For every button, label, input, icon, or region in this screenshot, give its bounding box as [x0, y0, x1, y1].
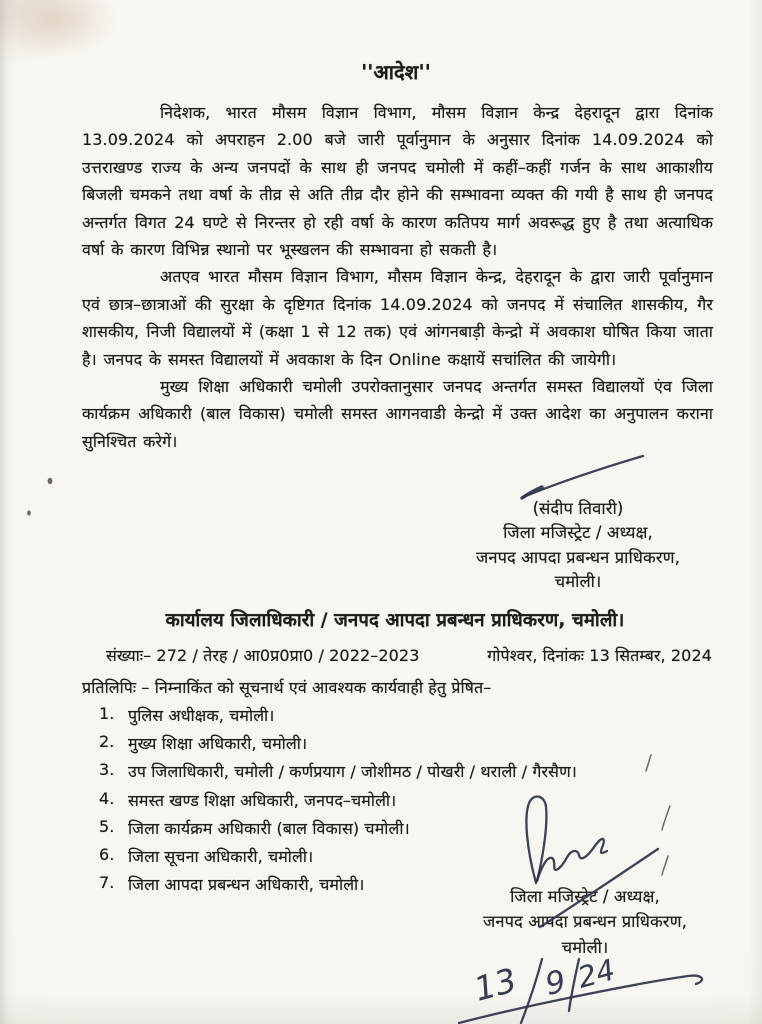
paragraph-compliance: मुख्य शिक्षा अधिकारी चमोली उपरोक्तानुसार जनपद अन्तर्गत समस्त विद्यालयों एंव जिला कार्यक्रम अधिकारी (बाल विकास) चमोली समस्त आगनवाडी केन्द्रो में उक्त आदेश का अनुपालन कराना सुनिश्चित करेगें। [82, 377, 713, 451]
paragraph-holiday-declaration: अतएव भारत मौसम विज्ञान विभाग, मौसम विज्ञान केन्द्र, देहरादून के द्वारा जारी पूर्वानुमान एवं छात्र–छात्राओं की सुरक्षा के दृष्टिगत दिनांक 14.09.2024 को जनपद में संचालित शासकीय, गैर शासकीय, निजी विद्यालयों में (कक्षा 1 से 12 तक) एवं आंगनबाड़ी केन्द्रो में अवकाश घोषित किया जाता है। जनपद के समस्त विद्यालयों में अवकाश के दिन Online कक्षायें सचांलित की जायेगी। [82, 267, 713, 369]
reference-row [82, 644, 712, 666]
handwritten-date-month: 9 [542, 963, 569, 1003]
paper-speck [27, 510, 31, 515]
order-body [82, 99, 713, 455]
paragraph-forecast: निदेशक, भारत मौसम विज्ञान विभाग, मौसम विज्ञान केन्द्र देहरादून द्वारा दिनांक 13.09.2024 को अपराहन 2.00 बजे जारी पूर्वानुमान के अनुसार दिनांक 14.09.2024 को उत्तराखण्ड राज्य के अन्य जनपदों के साथ ही जनपद चमोली में कहीं–कहीं गर्जन के साथ आकाशीय बिजली चमकने तथा वर्षा के तीव्र से अति तीव्र दौर होने की सम्भावना व्यक्त की गयी है साथ ही जनपद अन्तर्गत विगत 24 घण्टे से निरन्तर हो रही वर्षा के कारण कतिपय मार्ग अवरूद्ध हुए है तथा अत्याधिक वर्षा के कारण विभिन्न स्थानो पर भूस्खलन की सम्भावना हो सकती है। [82, 103, 714, 260]
list-item-label: जिला आपदा प्रबन्धन अधिकारी, चमोली। [128, 875, 365, 895]
list-item-number: 4. [99, 788, 115, 808]
signatory-designation: जिला मजिस्ट्रेट / अध्यक्ष, [510, 887, 660, 906]
date-underline-swoosh [459, 976, 702, 1023]
list-item-number: 7. [99, 873, 115, 893]
list-item-label: जिला कार्यक्रम अधिकारी (बाल विकास) चमोली। [128, 818, 410, 838]
signatory-place: चमोली। [554, 572, 602, 592]
date-slash [569, 959, 579, 1011]
signatory-authority: जनपद आपदा प्रबन्धन प्राधिकरण, [482, 912, 687, 932]
list-item-number: 5. [99, 816, 115, 836]
list-item-label: उप जिलाधिकारी, चमोली / कर्णप्रयाग / जोशीमठ / पोखरी / थराली / गैरसैण। [128, 762, 577, 782]
list-item-label: समस्त खण्ड शिक्षा अधिकारी, जनपद–चमोली। [128, 790, 397, 810]
list-item [99, 817, 699, 845]
signatory-authority: जनपद आपदा प्रबन्धन प्राधिकरण, [475, 547, 680, 567]
list-item-number: 1. [99, 704, 115, 723]
office-heading: कार्यालय जिलाधिकारी / जनपद आपदा प्रबन्धन प्राधिकरण, चमोली। [165, 610, 625, 631]
reference-number: संख्याः– 272 / तेरह / आ0प्र0प्रा0 / 2022–2023 [106, 646, 420, 665]
date-slash [521, 959, 542, 1023]
signatory-name: (संदीप तिवारी) [532, 499, 624, 518]
list-item [99, 789, 699, 817]
paper-speck [48, 478, 53, 484]
list-item [99, 760, 699, 788]
list-item-label: पुलिस अधीक्षक, चमोली। [128, 706, 275, 725]
signatory-block-bottom [430, 884, 740, 960]
handwritten-date-year: 24 [574, 952, 619, 995]
list-item [99, 704, 699, 732]
signatory-place: चमोली। [561, 937, 609, 957]
handwritten-date-day: 13 [469, 960, 521, 1009]
place-and-date: गोपेश्वर, दिनांकः 13 सितम्बर, 2024 [487, 646, 712, 665]
list-item [99, 732, 699, 760]
recipient-list [99, 704, 699, 901]
list-item-label: मुख्य शिक्षा अधिकारी, चमोली। [128, 734, 308, 754]
list-item [99, 845, 699, 873]
signatory-designation: जिला मजिस्ट्रेट / अध्यक्ष, [503, 523, 653, 543]
list-item-number: 2. [99, 732, 115, 752]
order-title: ''आदेश'' [361, 60, 431, 84]
copy-forwarding-line: प्रतिलिपिः – निम्नाकिंत को सूचनार्थ एवं आवश्यक कार्यवाही हेतु प्रेषित– [82, 678, 492, 697]
list-item-number: 6. [99, 844, 115, 864]
list-item-label: जिला सूचना अधिकारी, चमोली। [128, 846, 314, 866]
list-item-number: 3. [99, 760, 115, 780]
signatory-block-top [427, 497, 729, 595]
signature-stroke-top [523, 456, 643, 497]
